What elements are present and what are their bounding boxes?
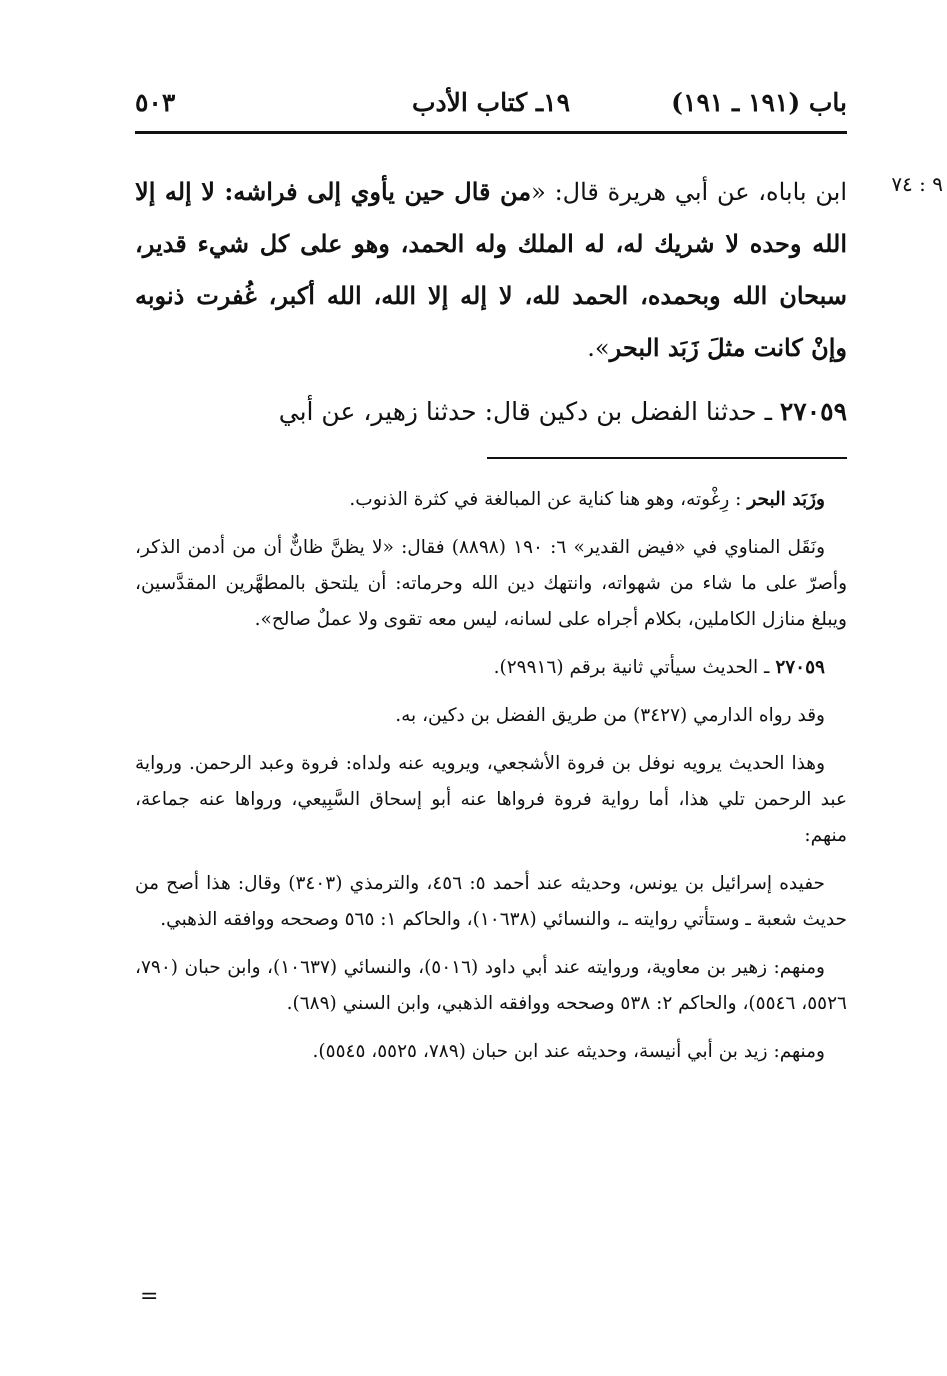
footnote-separator	[487, 457, 847, 459]
hadith-intro: ابن باباه، عن أبي هريرة قال: «	[531, 178, 847, 206]
footnote-term: وزَبَد البحر	[747, 489, 825, 510]
hadith-end: ».	[587, 334, 610, 362]
footnote: ومنهم: زيد بن أبي أنيسة، وحديثه عند ابن حبان (٧٨٩، ٥٥٢٥، ٥٥٤٥).	[312, 1041, 825, 1062]
next-hadith-text: ـ حدثنا الفضل بن دكين قال: حدثنا زهير، عن أبي	[278, 397, 780, 426]
footnote-number: ٢٧٠٥٩	[775, 657, 825, 678]
running-header	[135, 88, 847, 128]
footnote: ونَقَل المناوي في «فيض القدير» ٦: ١٩٠ (٨٨٩٨) فقال: «لا يظنَّ ظانٌّ أن من أدمن الذكر، وأصرّ على ما شاء من شهواته، وانتهك دين الله وحرماته: أن يلتحق بالمطهَّرين المقدَّسين، ويبلغ منازل الكاملين، بكلام أجراه على لسانه، ليس معه تقوى ولا عملٌ صالح».	[135, 537, 847, 630]
footnote: وهذا الحديث يرويه نوفل بن فروة الأشجعي، ويرويه عنه ولداه: فروة وعبد الرحمن. ورواية عبد الرحمن تلي هذا، أما رواية فروة فرواها عنه أبو إسحاق السَّبِيعي، ورواها عنه جماعة، منهم:	[135, 753, 847, 846]
chapter-heading: باب (١٩١ ـ ١٩١)	[671, 88, 847, 117]
header-rule	[135, 131, 847, 134]
footnote: حفيده إسرائيل بن يونس، وحديثه عند أحمد ٥: ٤٥٦، والترمذي (٣٤٠٣) وقال: هذا أصح من حديث شعبة ـ وستأتي روايته ـ، والنسائي (١٠٦٣٨)، والحاكم ١: ٥٦٥ وصححه ووافقه الذهبي.	[135, 873, 847, 930]
footnote	[135, 650, 847, 686]
page-number: ٥٠٣	[135, 88, 176, 117]
book-title: ١٩ـ كتاب الأدب	[411, 88, 571, 117]
next-hadith	[135, 392, 847, 432]
hadith-text	[135, 166, 847, 374]
hadith-matn: من قال حين يأوي إلى فراشه: لا إله إلا الله وحده لا شريك له، له الملك وله الحمد، وهو على كل شيء قدير، سبحان الله وبحمده، الحمد لله، لا إله إلا الله، الله أكبر، غُفرت ذنوبه وإنْ كانت مثلَ زَبَد البحر	[135, 177, 848, 362]
footnote: ومنهم: زهير بن معاوية، وروايته عند أبي داود (٥٠١٦)، والنسائي (١٠٦٣٧)، وابن حبان (٧٩٠، ٥٥٢٦، ٥٥٤٦)، والحاكم ٢: ٥٣٨ وصححه ووافقه الذهبي، وابن السني (٦٨٩).	[135, 957, 847, 1014]
next-hadith-number: ٢٧٠٥٩	[779, 397, 847, 426]
footnote	[135, 482, 847, 518]
footnote-text: ـ الحديث سيأتي ثانية برقم (٢٩٩١٦).	[493, 657, 776, 678]
footnote-text: : رِغْوته، وهو هنا كناية عن المبالغة في كثرة الذنوب.	[349, 489, 742, 510]
volume-page-reference: ٩ : ٧٤	[891, 172, 943, 196]
footnotes	[135, 482, 847, 1082]
continuation-mark: =	[140, 1284, 159, 1309]
footnote: وقد رواه الدارمي (٣٤٢٧) من طريق الفضل بن دكين، به.	[395, 705, 825, 726]
